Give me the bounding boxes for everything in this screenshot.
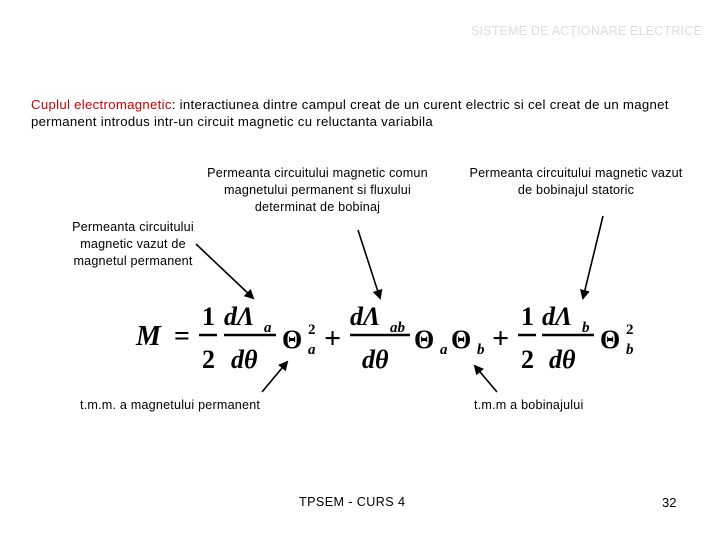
page-number: 32 bbox=[662, 495, 677, 510]
label-mmf-coil: t.m.m a bobinajului bbox=[474, 398, 584, 412]
mmf-theta-b: Θ bbox=[600, 325, 621, 354]
callout-permeance-coil: Permeanta circuitului magnetic vazut de bobinajul statoric bbox=[469, 166, 683, 197]
formula-lhs: M bbox=[136, 321, 161, 352]
dtheta-ab: dθ bbox=[362, 345, 389, 374]
mmf-theta-ab-b-subscript: b bbox=[477, 342, 485, 358]
fraction-1-denominator: 2 bbox=[202, 345, 215, 374]
intro-term: Cuplul electromagnetic bbox=[31, 97, 172, 112]
arrow-to-permeance-b bbox=[583, 216, 603, 298]
torque-formula bbox=[128, 294, 648, 380]
formula-equals: = bbox=[174, 321, 190, 352]
fraction-1-numerator: 1 bbox=[202, 302, 215, 331]
callout-permeance-common: Permeanta circuitului magnetic comun magnetului permanent si fluxului determinat de bobinaj bbox=[207, 166, 428, 214]
mmf-theta-a-square: 2 bbox=[308, 322, 316, 338]
fraction-2-denominator: 2 bbox=[521, 345, 534, 374]
callout-permeance-magnet: Permeanta circuitului magnetic vazut de magnetul permanent bbox=[72, 220, 194, 268]
dtheta-b: dθ bbox=[549, 345, 576, 374]
plus-1: + bbox=[324, 322, 342, 355]
mmf-theta-a-subscript: a bbox=[308, 342, 316, 358]
intro-definition: : interactiunea dintre campul creat de un curent electric si cel creat de un magnet permanent introdus intr-un circuit magnetic cu reluctanta variabila bbox=[31, 97, 669, 129]
plus-2: + bbox=[492, 322, 510, 355]
mmf-theta-b-subscript: b bbox=[626, 342, 634, 358]
dlambda-ab: dΛ bbox=[350, 302, 381, 331]
dlambda-a-subscript: a bbox=[264, 320, 272, 336]
dtheta-a: dθ bbox=[231, 345, 258, 374]
mmf-theta-ab-a: Θ bbox=[414, 325, 435, 354]
footer-course: TPSEM - CURS 4 bbox=[299, 495, 406, 509]
mmf-theta-a: Θ bbox=[282, 325, 303, 354]
label-mmf-magnet: t.m.m. a magnetului permanent bbox=[80, 398, 261, 412]
mmf-theta-b-square: 2 bbox=[626, 322, 634, 338]
arrow-to-permeance-ab bbox=[358, 230, 380, 298]
dlambda-a: dΛ bbox=[224, 302, 255, 331]
dlambda-b-subscript: b bbox=[582, 320, 590, 336]
header-title: SISTEME DE ACŢIONARE ELECTRICE bbox=[470, 24, 702, 38]
arrow-to-permeance-a bbox=[196, 244, 253, 298]
dlambda-ab-subscript: ab bbox=[390, 320, 405, 336]
mmf-theta-ab-b: Θ bbox=[451, 325, 472, 354]
fraction-2-numerator: 1 bbox=[521, 302, 534, 331]
dlambda-b: dΛ bbox=[542, 302, 573, 331]
mmf-theta-ab-a-subscript: a bbox=[440, 342, 448, 358]
